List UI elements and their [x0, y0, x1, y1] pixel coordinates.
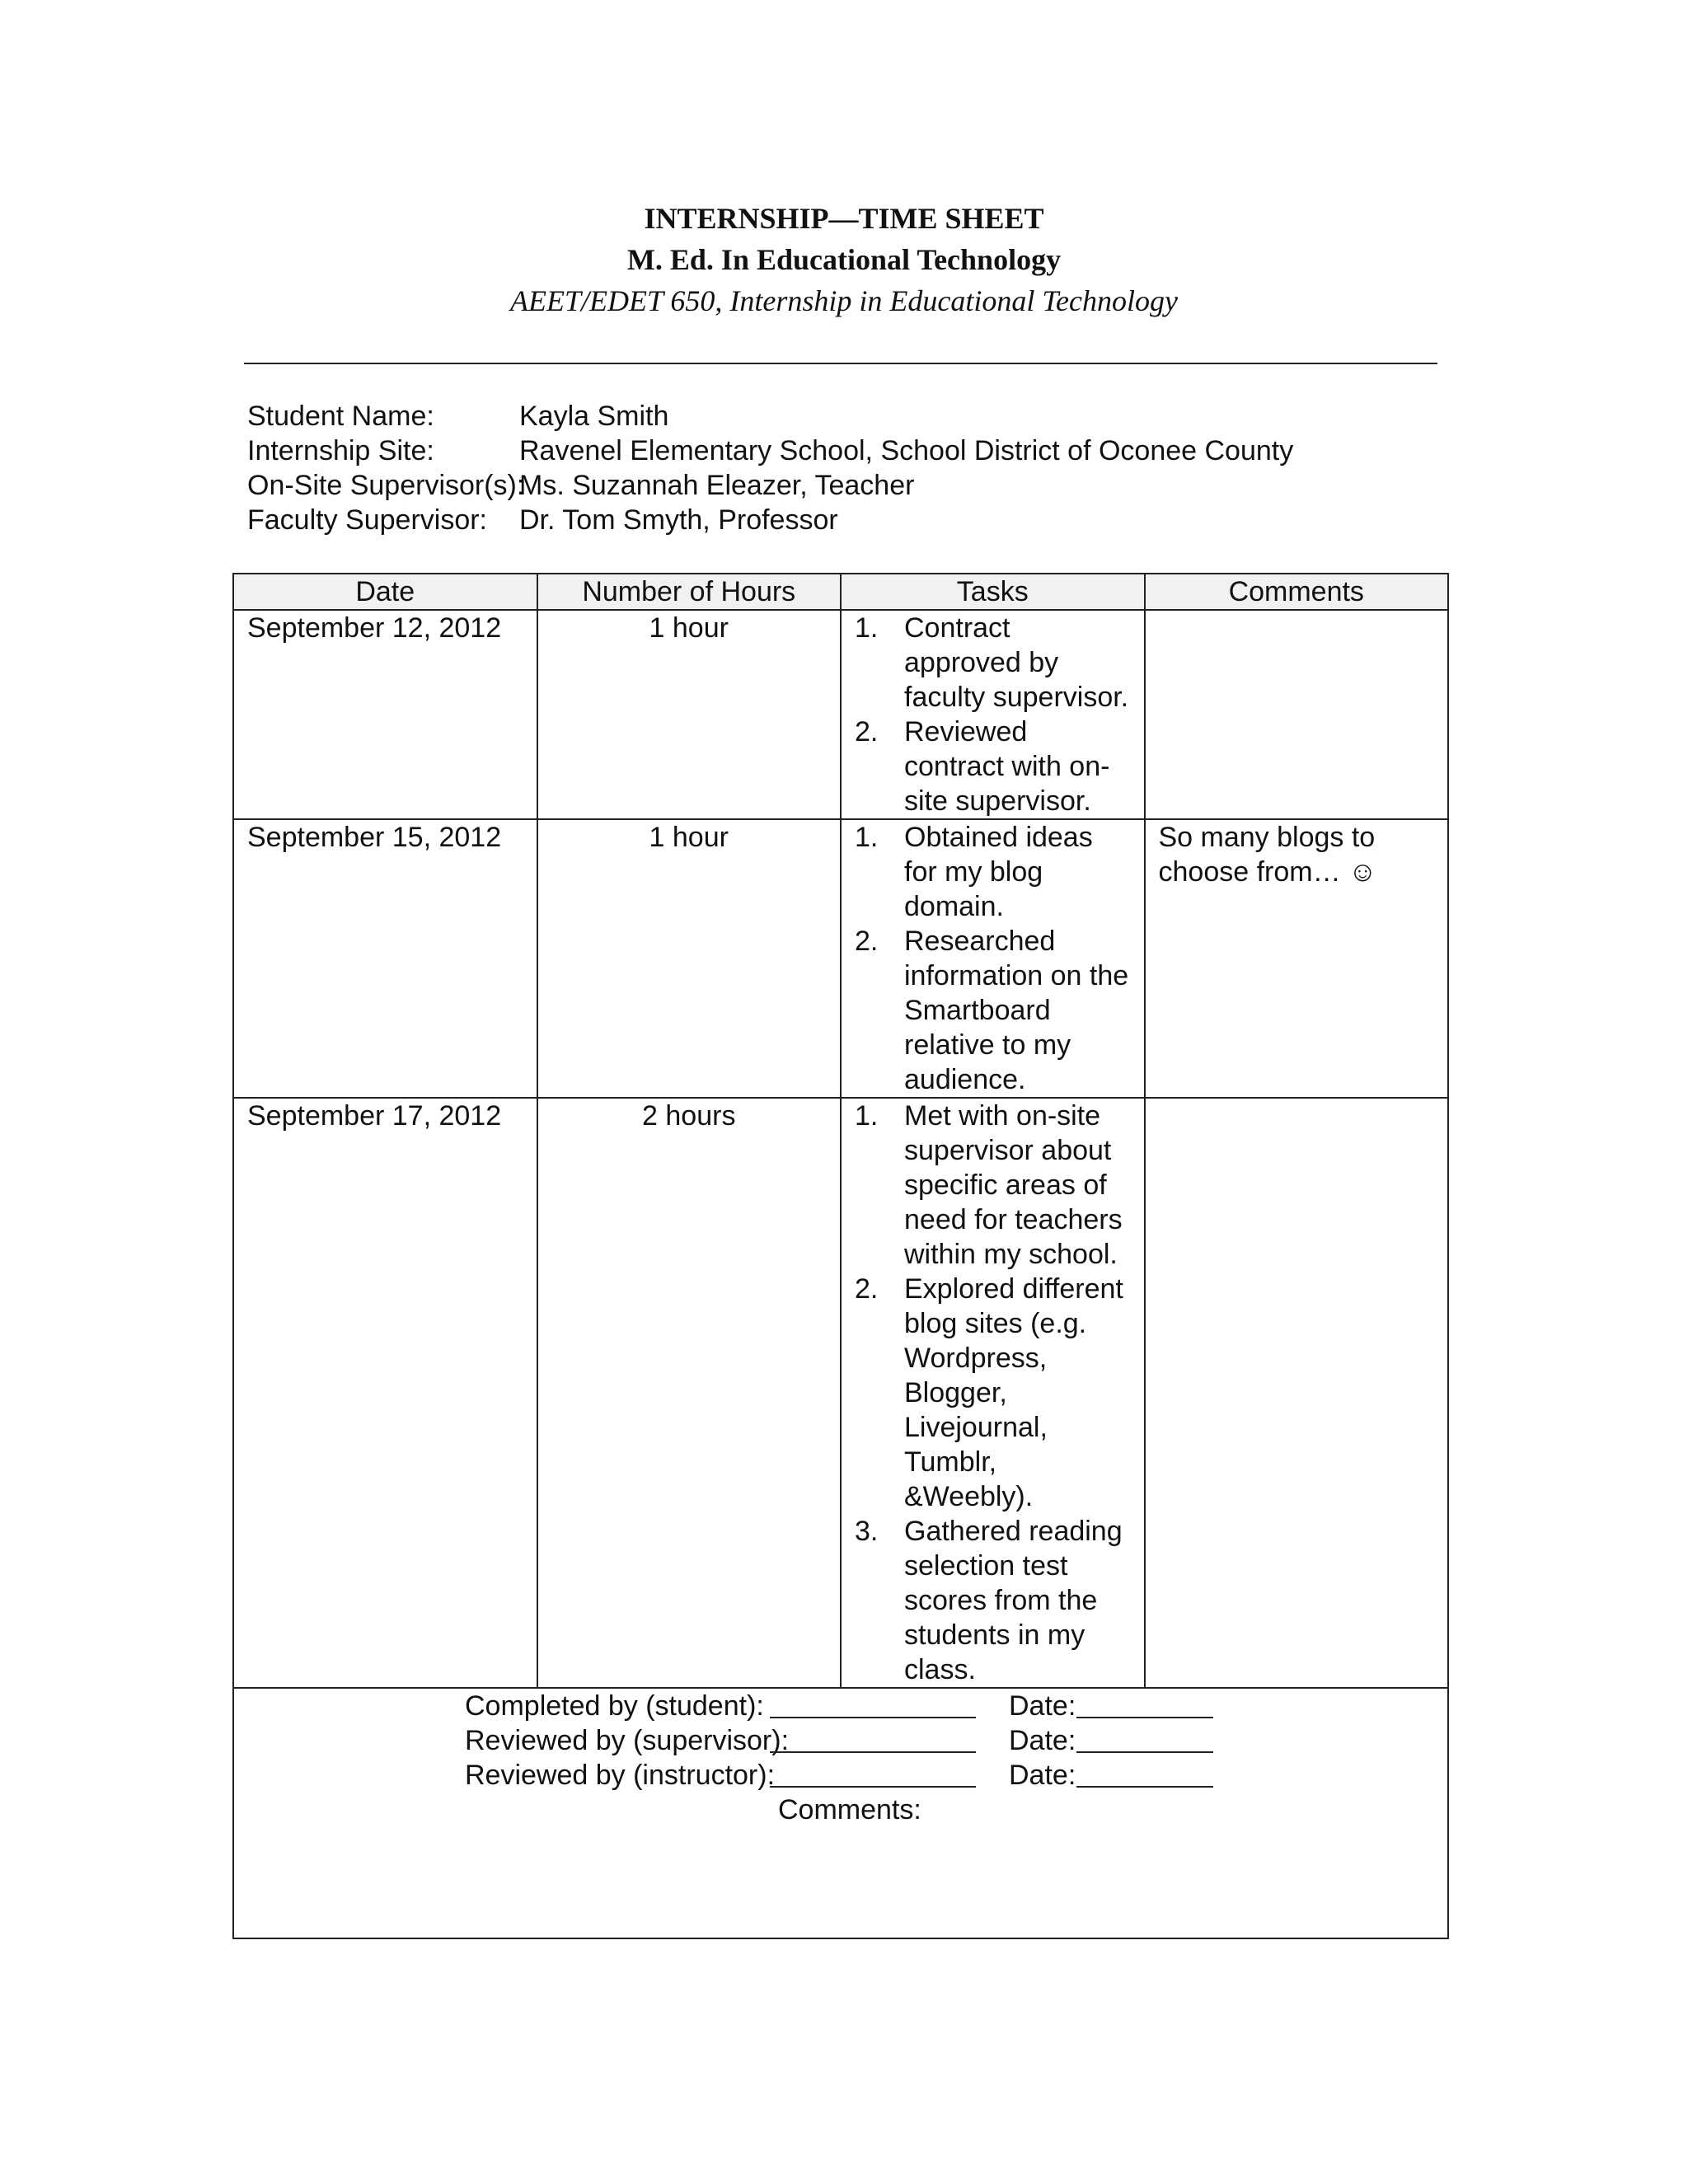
task-item — [855, 820, 1131, 924]
table-header-row — [233, 574, 1448, 610]
signature-blank[interactable] — [770, 1751, 976, 1753]
table-row — [233, 819, 1448, 1098]
tasks-list — [855, 1099, 1131, 1687]
info-row-onsite-supervisor — [247, 468, 1293, 503]
task-item — [855, 1514, 1131, 1687]
task-item — [855, 1099, 1131, 1272]
column-header-hours: Number of Hours — [537, 574, 842, 610]
info-value: Dr. Tom Smyth, Professor — [519, 504, 838, 536]
task-text: Contract approved by faculty supervisor. — [904, 612, 1129, 713]
info-value: Ms. Suzannah Eleazer, Teacher — [519, 470, 915, 501]
signature-cell — [233, 1688, 1448, 1938]
date-label: Date: — [1009, 1725, 1076, 1756]
signature-line-instructor — [234, 1758, 1447, 1793]
task-text: Explored different blog sites (e.g. Wordpress, Blogger, Livejournal, Tumblr, &Weebly). — [904, 1273, 1123, 1512]
task-item — [855, 611, 1131, 715]
info-row-student — [247, 399, 1293, 434]
signature-blank[interactable] — [770, 1786, 976, 1788]
comments-cell — [1145, 1098, 1449, 1688]
date-label: Date: — [1009, 1760, 1076, 1791]
info-label: Faculty Supervisor: — [247, 504, 487, 536]
tasks-cell — [841, 819, 1145, 1098]
info-block — [247, 399, 1293, 537]
hours-cell: 1 hour — [537, 819, 842, 1098]
column-header-date: Date — [233, 574, 537, 610]
tasks-cell — [841, 610, 1145, 819]
tasks-cell — [841, 1098, 1145, 1688]
date-cell: September 17, 2012 — [233, 1098, 537, 1688]
tasks-list — [855, 611, 1131, 818]
signature-label: Reviewed by (instructor): — [465, 1760, 776, 1791]
info-row-faculty-supervisor — [247, 503, 1293, 537]
date-cell: September 12, 2012 — [233, 610, 537, 819]
signature-block — [234, 1689, 1447, 1827]
signature-line-student — [234, 1689, 1447, 1723]
info-value: Ravenel Elementary School, School District of Oconee County — [519, 435, 1294, 466]
task-item — [855, 924, 1131, 1097]
task-text: Gathered reading selection test scores from the students in my class. — [904, 1516, 1123, 1685]
comments-line — [234, 1793, 1447, 1827]
comments-cell: So many blogs to choose from… ☺ — [1145, 819, 1449, 1098]
table-row — [233, 610, 1448, 819]
task-number: 1. — [855, 1100, 879, 1132]
date-blank[interactable] — [1076, 1786, 1213, 1788]
course-name: AEET/EDET 650, Internship in Educational Technology — [510, 284, 1178, 317]
comments-cell — [1145, 610, 1449, 819]
time-log-table — [232, 573, 1449, 1939]
task-number: 2. — [855, 926, 879, 957]
hours-cell: 2 hours — [537, 1098, 842, 1688]
hours-cell: 1 hour — [537, 610, 842, 819]
signature-line-supervisor — [234, 1723, 1447, 1758]
task-text: Met with on-site supervisor about specific areas of need for teachers within my school. — [904, 1100, 1123, 1270]
info-label: Student Name: — [247, 401, 434, 432]
document-title: INTERNSHIP—TIME SHEET — [644, 202, 1044, 235]
info-row-site — [247, 434, 1293, 468]
signature-blank[interactable] — [770, 1717, 976, 1718]
column-header-comments: Comments — [1145, 574, 1449, 610]
date-blank[interactable] — [1076, 1717, 1213, 1718]
task-text: Reviewed contract with on-site supervisor. — [904, 716, 1110, 817]
task-number: 2. — [855, 1273, 879, 1305]
task-number: 1. — [855, 612, 879, 644]
header-divider — [244, 363, 1437, 364]
column-header-tasks: Tasks — [841, 574, 1145, 610]
info-value: Kayla Smith — [519, 401, 669, 432]
task-number: 1. — [855, 822, 879, 853]
date-cell: September 15, 2012 — [233, 819, 537, 1098]
task-item — [855, 1272, 1131, 1514]
task-number: 3. — [855, 1516, 879, 1547]
info-label: On-Site Supervisor(s): — [247, 470, 525, 501]
table-row — [233, 1098, 1448, 1688]
signature-label: Completed by (student): — [465, 1690, 764, 1722]
document-header — [0, 198, 1688, 321]
date-blank[interactable] — [1076, 1751, 1213, 1753]
task-number: 2. — [855, 716, 879, 748]
task-text: Researched information on the Smartboard relative to my audience. — [904, 926, 1129, 1095]
comments-label: Comments: — [778, 1794, 921, 1825]
info-label: Internship Site: — [247, 435, 434, 466]
tasks-list — [855, 820, 1131, 1097]
task-text: Obtained ideas for my blog domain. — [904, 822, 1093, 922]
task-item — [855, 715, 1131, 818]
signature-label: Reviewed by (supervisor): — [465, 1725, 790, 1756]
date-label: Date: — [1009, 1690, 1076, 1722]
signature-row — [233, 1688, 1448, 1938]
program-name: M. Ed. In Educational Technology — [626, 243, 1062, 276]
